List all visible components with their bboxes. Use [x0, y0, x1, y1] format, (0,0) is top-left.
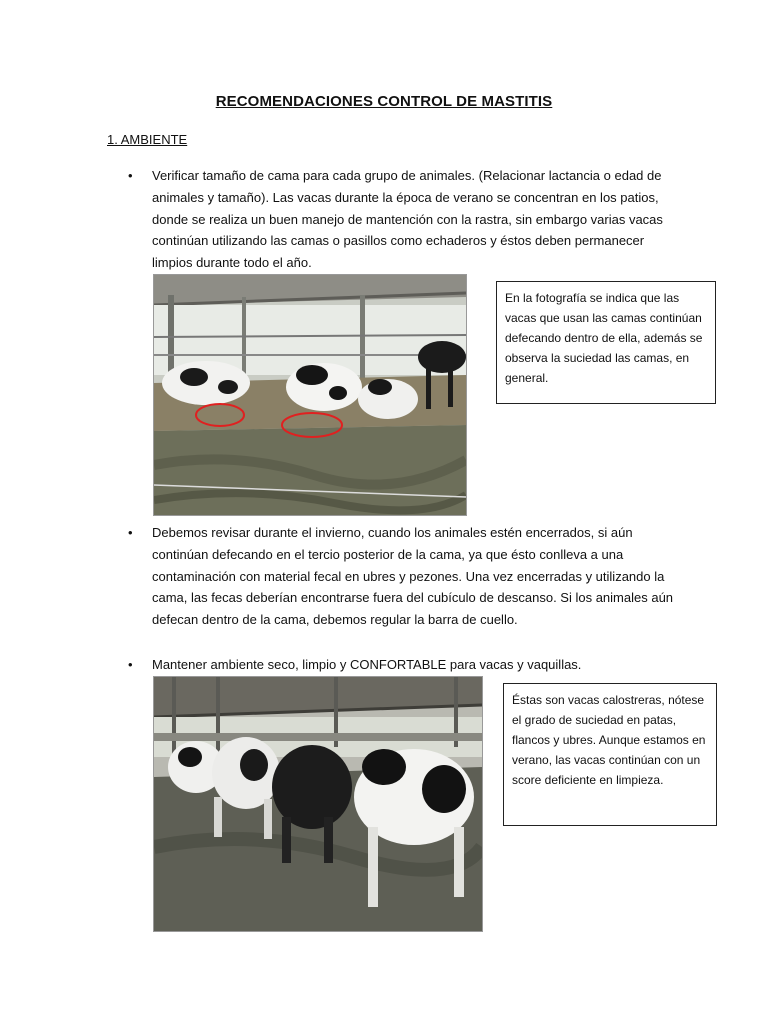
- section-heading-ambiente: 1. AMBIENTE: [107, 132, 188, 147]
- callout-photo-2: Éstas son vacas calostreras, nótese el grado de suciedad en patas, flancos y ubres. Aunque estamos en verano, las vacas continúan con un score deficiente en limpieza.: [503, 683, 717, 826]
- bullet-marker-2: •: [128, 525, 133, 540]
- callout-photo-1: En la fotografía se indica que las vacas que usan las camas continúan defecando dentro de ella, además se observa la suciedad las camas, en general.: [496, 281, 716, 404]
- bullet-text-1: Verificar tamaño de cama para cada grupo de animales. (Relacionar lactancia o edad de animales y tamaño). Las vacas durante la época de verano se concentran en los patios, donde se realiza un buen manejo de mantención con la rastra, sin embargo varias vacas continúan utilizando las camas o pasillos como echaderos y éstos deben permanecer limpios durante todo el año.: [152, 168, 663, 271]
- bullet-text-3: Mantener ambiente seco, limpio y CONFORTABLE para vacas y vaquillas.: [152, 657, 582, 672]
- bullet-text-2: Debemos revisar durante el invierno, cuando los animales estén encerrados, si aún continúan defecando en el tercio posterior de la cama, ya que ésto conlleva a una contaminación con material fecal en ubres y pezones. Una vez encerradas y utilizando la cama, las fecas deberían encontrarse fuera del cubículo de descanso. Si los animales aún defecan dentro de la cama, debemos regular la barra de cuello.: [152, 525, 674, 628]
- bullet-marker-3: •: [128, 657, 133, 672]
- photo-standing-cows: [153, 676, 483, 932]
- bullet-marker-1: •: [128, 168, 133, 183]
- document-title: RECOMENDACIONES CONTROL DE MASTITIS: [215, 93, 553, 110]
- photo-cows-in-stalls: [153, 274, 467, 516]
